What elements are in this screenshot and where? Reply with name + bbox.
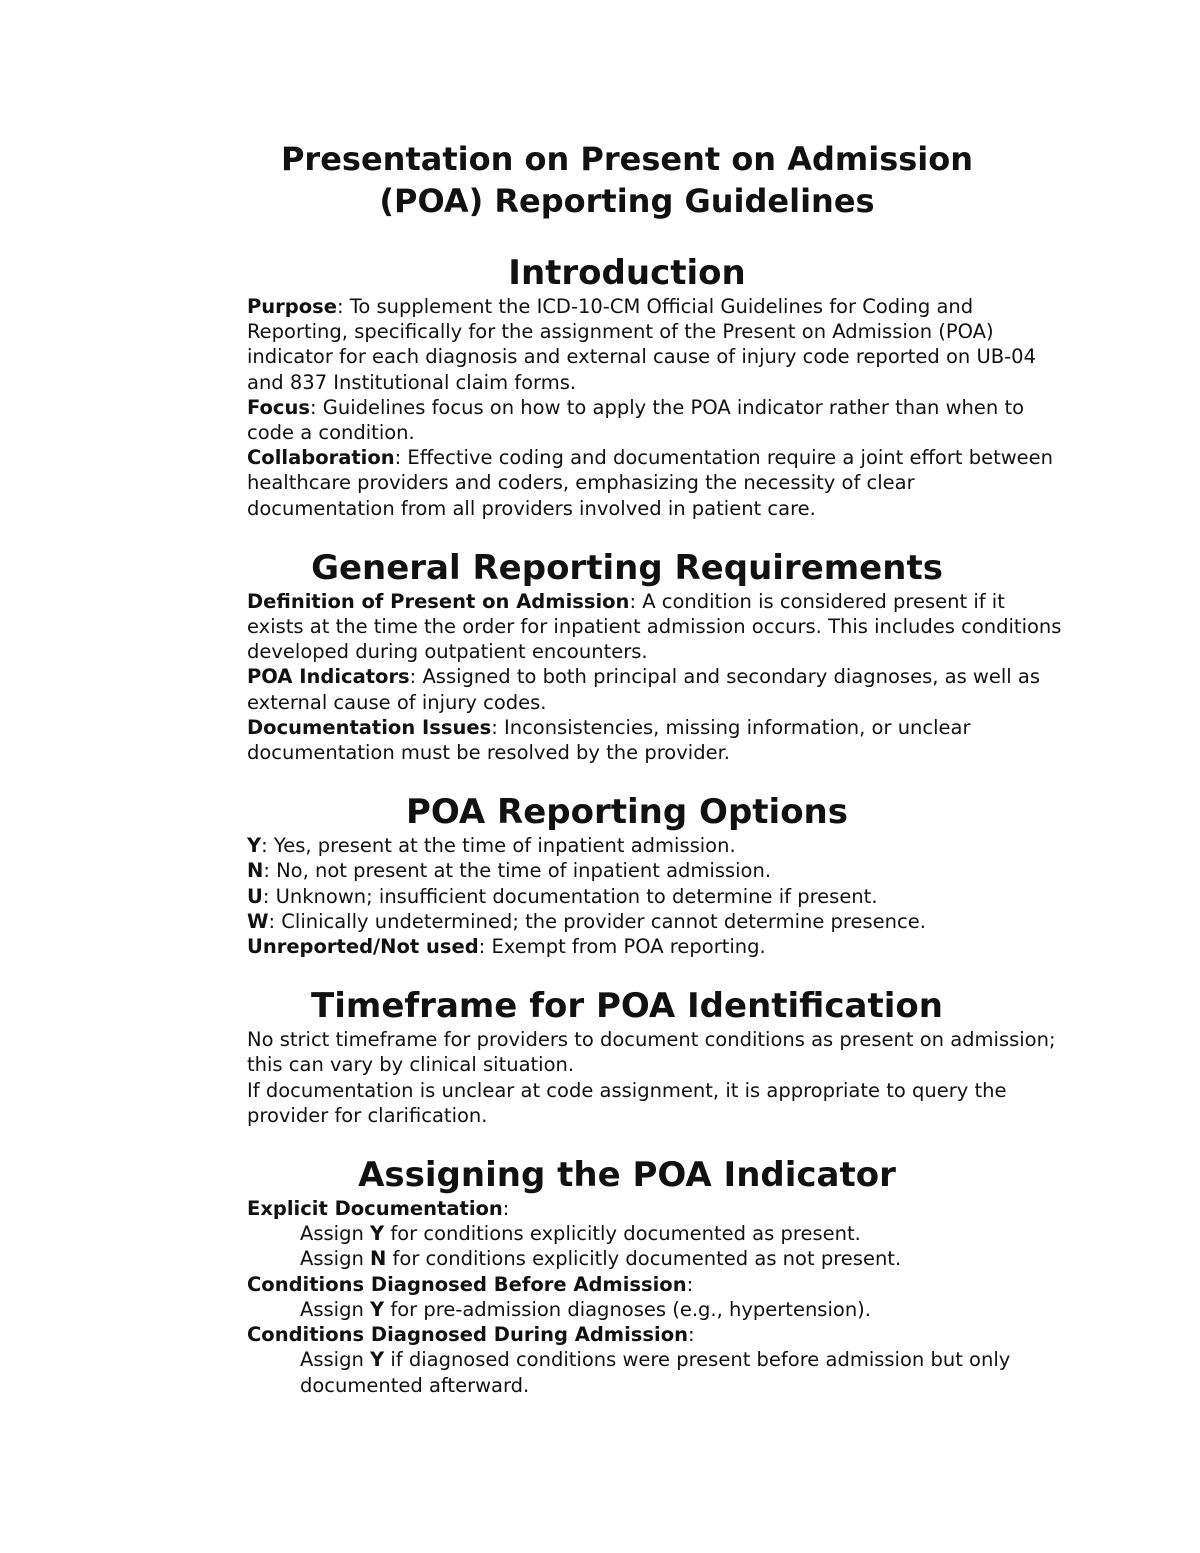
term: Y: [247, 834, 262, 858]
option-w: [247, 909, 1067, 934]
section-heading: Assigning the POA Indicator: [358, 1155, 896, 1196]
code: N: [370, 1247, 387, 1271]
collaboration-paragraph: [247, 445, 1067, 521]
term: U: [247, 884, 263, 908]
definition: : Unknown; insufficient documentation to determine if present.: [262, 884, 878, 908]
term: Documentation Issues: [247, 715, 492, 739]
option-n: [247, 858, 1067, 883]
section-heading: General Reporting Requirements: [311, 547, 943, 588]
definition: : Effective coding and documentation require a joint effort between healthcare providers and coders, emphasizing the necessity of clear documentation from all providers involved in patient care.: [247, 446, 1054, 520]
definition: : A condition is considered present if it exists at the time the order for inpatient admission occurs. This includes conditions developed during outpatient encounters.: [247, 589, 1062, 664]
term: N: [247, 859, 264, 883]
option-unreported: [247, 934, 1067, 959]
term: Conditions Diagnosed During Admission: [247, 1323, 688, 1347]
section-general-reporting: [247, 547, 1067, 765]
definition: : Assigned to both principal and secondary diagnoses, as well as external cause of injury codes.: [247, 665, 1041, 714]
definition: : No, not present at the time of inpatient admission.: [263, 859, 772, 883]
definition: : Yes, present at the time of inpatient admission.: [261, 834, 736, 858]
colon: :: [688, 1323, 695, 1347]
term: POA Indicators: [247, 665, 410, 689]
code: Y: [370, 1348, 385, 1372]
assign-text: if diagnosed conditions were present before admission but only documented afterward.: [300, 1348, 1011, 1397]
term: Unreported/Not used: [247, 935, 479, 959]
colon: :: [502, 1197, 510, 1221]
code: Y: [370, 1222, 385, 1246]
title-line-1: Presentation on Present on Admission: [280, 140, 974, 178]
during-assign-y: [247, 1347, 1067, 1397]
definition: : To supplement the ICD-10-CM Official Guidelines for Coding and Reporting, specifically for the assignment of the Present on Admission (POA) indicator for each diagnosis and external cause of injury code reported on UB-04 and 837 Institutional claim forms.: [247, 295, 1036, 394]
diagnosed-during-label: [247, 1322, 1067, 1347]
title-line-2: (POA) Reporting Guidelines: [379, 182, 875, 220]
colon: :: [686, 1272, 694, 1296]
term: Purpose: [247, 295, 337, 318]
assign-prefix: Assign: [300, 1297, 371, 1321]
section-reporting-options: [247, 791, 1067, 959]
assign-prefix: Assign: [300, 1348, 371, 1372]
assign-text: for pre-admission diagnoses (e.g., hypertension).: [384, 1297, 871, 1321]
definition: : Exempt from POA reporting.: [478, 935, 766, 959]
diagnosed-before-label: [247, 1272, 1067, 1297]
term: Collaboration: [247, 446, 395, 470]
assign-prefix: Assign: [300, 1222, 371, 1246]
term: Conditions Diagnosed Before Admission: [247, 1272, 687, 1296]
term: Focus: [247, 395, 310, 419]
definition: : Inconsistencies, missing information, or unclear documentation must be resolved by the provider.: [247, 715, 971, 765]
explicit-assign-n: [247, 1246, 1067, 1271]
section-heading: Timeframe for POA Identification: [311, 986, 943, 1027]
explicit-assign-y: [247, 1221, 1067, 1246]
explicit-documentation-label: [247, 1196, 1067, 1221]
section-timeframe: [247, 985, 1067, 1128]
purpose-paragraph: [247, 294, 1067, 395]
assign-text: for conditions explicitly documented as present.: [384, 1222, 861, 1246]
term: W: [247, 909, 269, 933]
definition: : Clinically undetermined; the provider cannot determine presence.: [268, 909, 926, 933]
document-page: [247, 138, 1067, 1398]
code: Y: [370, 1297, 385, 1321]
definition: : Guidelines focus on how to apply the POA indicator rather than when to code a condition.: [247, 395, 1025, 445]
assign-text: for conditions explicitly documented as not present.: [386, 1247, 902, 1271]
assign-prefix: Assign: [300, 1247, 371, 1271]
timeframe-paragraph-2: If documentation is unclear at code assignment, it is appropriate to query the provider for clarification.: [247, 1078, 1007, 1127]
section-assigning: [247, 1154, 1067, 1398]
before-assign-y: [247, 1297, 1067, 1322]
section-heading: POA Reporting Options: [406, 792, 848, 833]
focus-paragraph: [247, 395, 1067, 445]
term: Explicit Documentation: [247, 1197, 503, 1221]
document-title: [247, 138, 1007, 222]
option-u: [247, 884, 1067, 909]
option-y: [247, 833, 1067, 858]
term: Definition of Present on Admission: [247, 589, 630, 613]
section-introduction: [247, 252, 1067, 521]
timeframe-paragraph-1: No strict timeframe for providers to document conditions as present on admission; this can vary by clinical situation.: [247, 1028, 1056, 1077]
documentation-issues-paragraph: [247, 715, 1067, 765]
indicators-paragraph: [247, 664, 1067, 714]
section-heading: Introduction: [508, 253, 746, 293]
definition-paragraph: [247, 589, 1067, 665]
